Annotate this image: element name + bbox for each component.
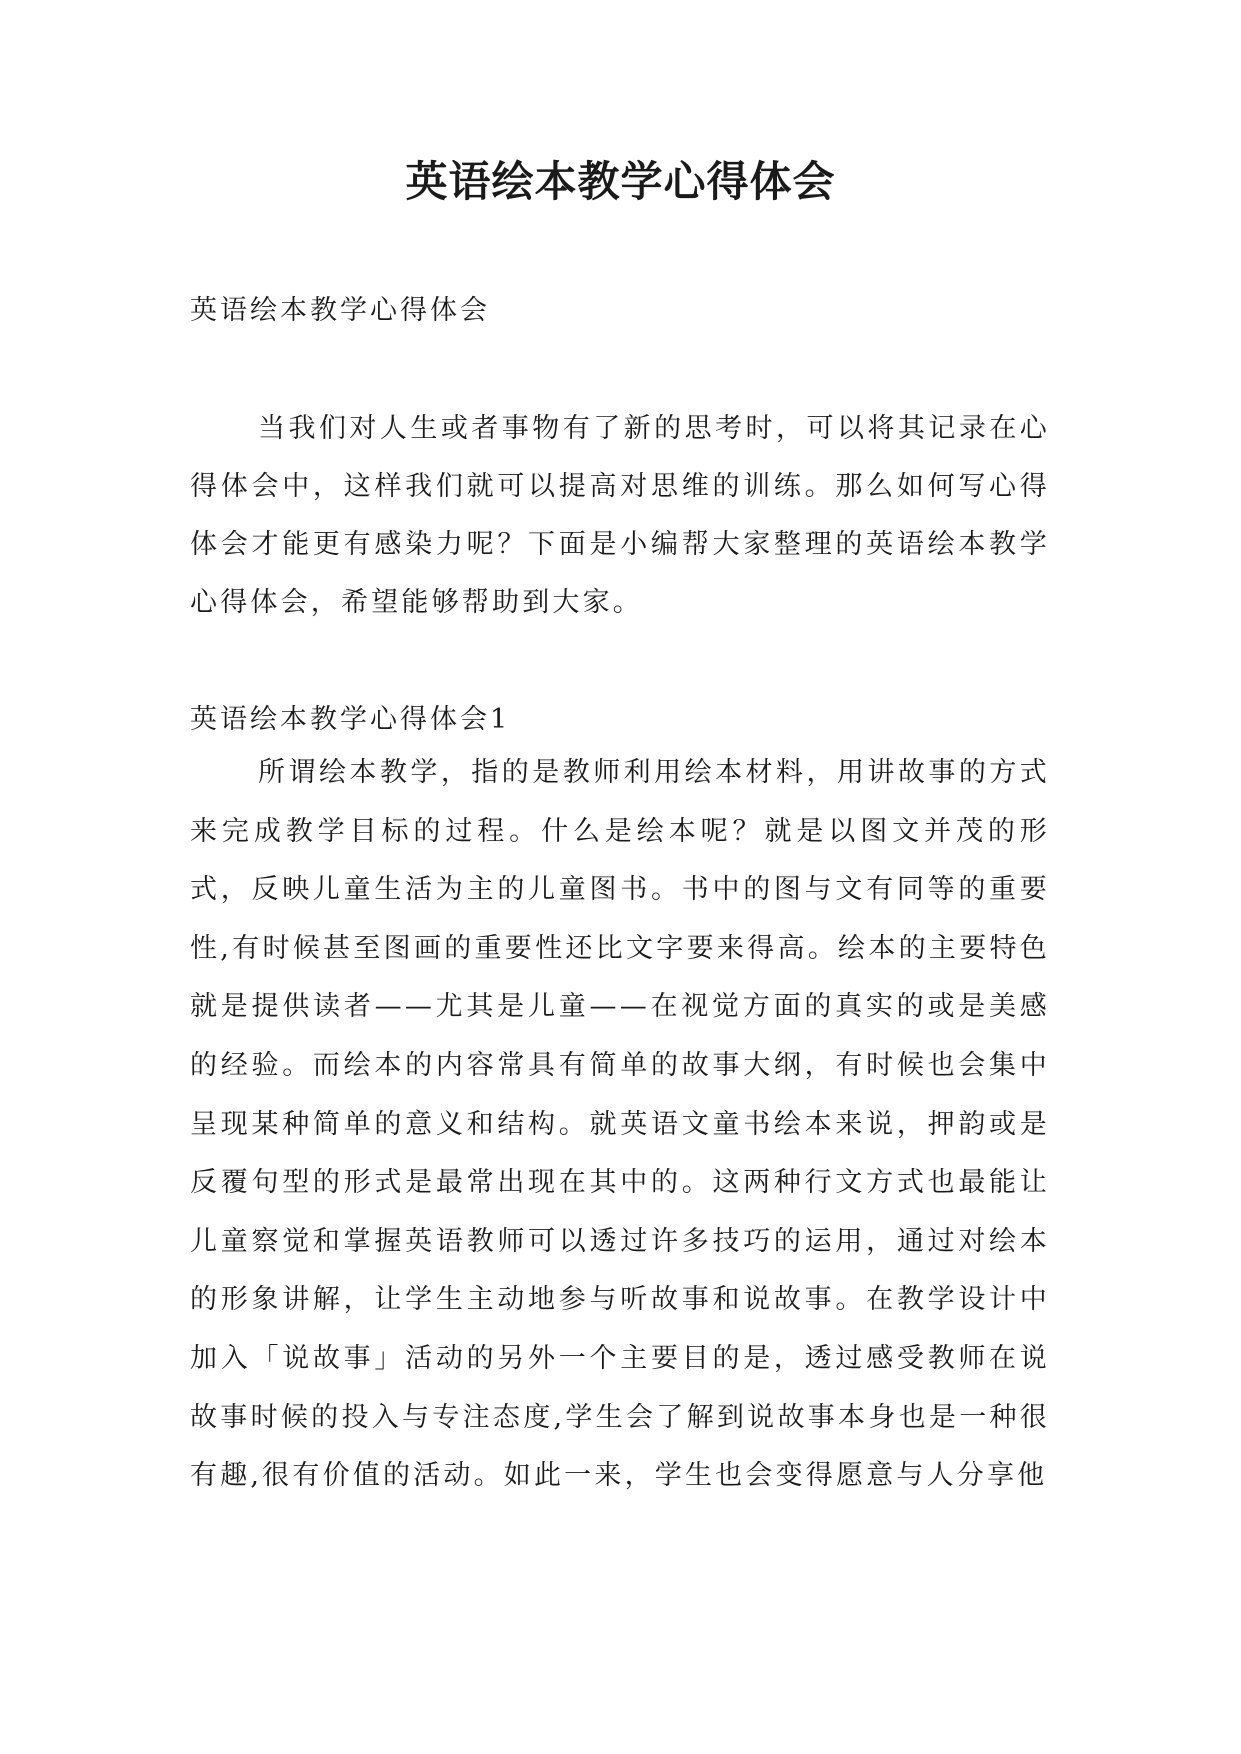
section-heading: 英语绘本教学心得体会1 [190,704,511,735]
intro-paragraph: 当我们对人生或者事物有了新的思考时，可以将其记录在心得体会中，这样我们就可以提高对思维的训练。那么如何写心得体会才能更有感染力呢？下面是小编帮大家整理的英语绘本教学心得体会，希望能够帮助到大家。 [190,413,1050,618]
document-subtitle: 英语绘本教学心得体会 [190,295,490,326]
document-title: 英语绘本教学心得体会 [405,157,836,206]
section-body-paragraph: 所谓绘本教学，指的是教师利用绘本材料，用讲故事的方式来完成教学目标的过程。什么是绘本呢？就是以图文并茂的形式，反映儿童生活为主的儿童图书。书中的图与文有同等的重要性,有时候甚至图画的重要性还比文字要来得高。绘本的主要特色就是提供读者——尤其是儿童——在视觉方面的真实的或是美感的经验。而绘本的内容常具有简单的故事大纲，有时候也会集中呈现某种简单的意义和结构。就英语文童书绘本来说，押韵或是反覆句型的形式是最常出现在其中的。这两种行文方式也最能让儿童察觉和掌握英语教师可以透过许多技巧的运用，通过对绘本的形象讲解，让学生主动地参与听故事和说故事。在教学设计中加入「说故事」活动的另外一个主要目的是，透过感受教师在说故事时候的投入与专注态度,学生会了解到说故事本身也是一种很有趣,很有价值的活动。如此一来，学生也会变得愿意与人分享他 [190,757,1050,1492]
